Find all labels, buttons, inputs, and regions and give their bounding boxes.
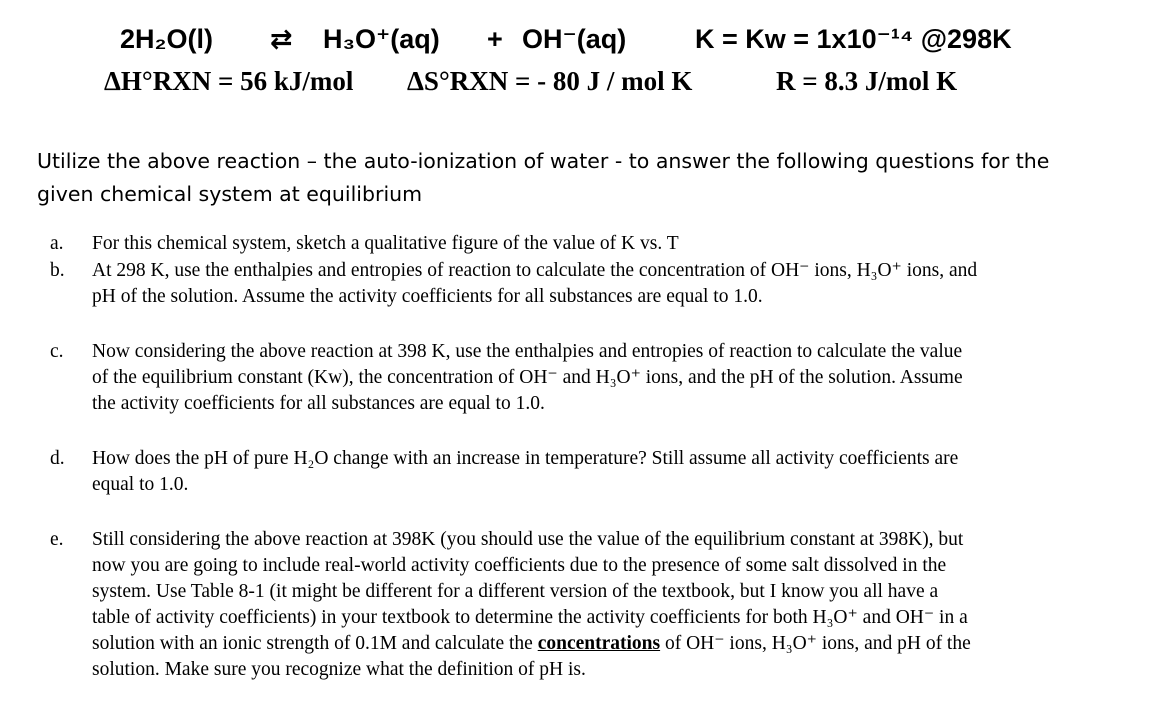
reactant: 2H₂O(l) (120, 24, 213, 54)
question-line: For this chemical system, sketch a qualitative figure of the value of K vs. T (92, 233, 679, 254)
line-text: of OH⁻ ions, H₃O⁺ ions, and pH of the (660, 633, 971, 654)
question-letter: d. (50, 448, 65, 469)
question-letter: a. (50, 233, 64, 254)
question-line: How does the pH of pure H₂O change with an increase in temperature? Still assume all activity coefficients are (92, 448, 959, 469)
question-line: equal to 1.0. (92, 474, 189, 495)
question-line: Still considering the above reaction at 398K (you should use the value of the equilibrium constant at 398K), but (92, 529, 964, 550)
entropy: ΔS°RXN = - 80 J / mol K (407, 66, 693, 96)
intro-text (37, 145, 1137, 211)
question-line: pH of the solution. Assume the activity coefficients for all substances are equal to 1.0. (92, 286, 763, 307)
question-letter: e. (50, 529, 64, 550)
question-line: of the equilibrium constant (Kw), the concentration of OH⁻ and H₃O⁺ ions, and the pH of the solution. Assume (92, 367, 963, 388)
question-line-5 (92, 631, 1142, 657)
intro-line: given chemical system at equilibrium (37, 182, 423, 206)
equilibrium-constant: K = Kw = 1x10⁻¹⁴ @298K (695, 24, 1012, 54)
question-line: the activity coefficients for all substances are equal to 1.0. (92, 393, 545, 414)
line-text: solution with an ionic strength of 0.1M and calculate the (92, 633, 538, 654)
product-hydroxide: OH⁻(aq) (522, 24, 627, 54)
product-hydronium: H₃O⁺(aq) (323, 24, 440, 54)
question-line: system. Use Table 8-1 (it might be different for a different version of the textbook, but I know you all have a (92, 581, 939, 602)
question-line: solution. Make sure you recognize what the definition of pH is. (92, 659, 586, 680)
intro-line: Utilize the above reaction – the auto-ionization of water - to answer the following questions for the (37, 149, 1050, 173)
question-line: table of activity coefficients) in your textbook to determine the activity coefficients for both H₃O⁺ and OH⁻ in a (92, 607, 968, 628)
question-letter: b. (50, 260, 65, 281)
concentrations-emphasis: concentrations (537, 633, 661, 654)
enthalpy: ΔH°RXN = 56 kJ/mol (104, 66, 354, 96)
plus-sign: + (487, 24, 503, 54)
question-line: now you are going to include real-world activity coefficients due to the presence of some salt dissolved in the (92, 555, 947, 576)
question-line: At 298 K, use the enthalpies and entropies of reaction to calculate the concentration of OH⁻ ions, H₃O⁺ ions, and (92, 260, 978, 281)
question-letter: c. (50, 341, 64, 362)
equilibrium-arrow-icon: ⇄ (270, 24, 293, 54)
question-line: Now considering the above reaction at 398 K, use the enthalpies and entropies of reaction to calculate the value (92, 341, 963, 362)
gas-constant: R = 8.3 J/mol K (776, 66, 958, 96)
